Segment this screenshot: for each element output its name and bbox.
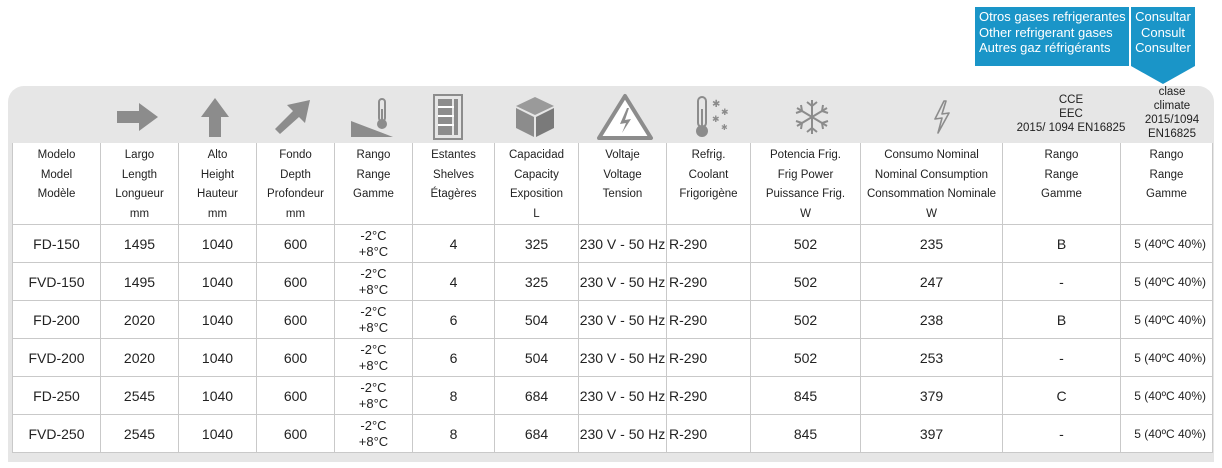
badge-line: Other refrigerant gases: [979, 24, 1113, 40]
cell-energy_class: C: [1003, 377, 1121, 415]
range-value: -2°C: [360, 417, 387, 433]
energy-class-header: [1014, 93, 1128, 135]
range-value: +8°C: [358, 433, 389, 449]
spec-table: [12, 143, 1213, 453]
cell-depth: 600: [257, 415, 335, 453]
range-value: -2°C: [360, 341, 387, 357]
table-row: [13, 377, 1213, 415]
column-header-line: mm: [129, 207, 150, 220]
range-value: +8°C: [358, 319, 389, 335]
column-header-line: Hauteur: [197, 188, 238, 200]
column-header-capacity: [495, 143, 579, 225]
header-line: climate: [1153, 100, 1191, 112]
cell-voltage: 230 V - 50 Hz: [579, 225, 667, 263]
range-value: -2°C: [360, 303, 387, 319]
column-header-line: Consommation Nominale: [866, 188, 997, 200]
cell-length: 2545: [101, 377, 179, 415]
cell-consumption: 238: [861, 301, 1003, 339]
header-line: EN16825: [1148, 128, 1196, 140]
column-header-line: Alto: [207, 149, 228, 161]
cell-length: 2020: [101, 301, 179, 339]
column-header-line: Frig Power: [777, 168, 834, 181]
cell-climate: 5 (40ºC 40%): [1121, 225, 1213, 263]
cell-energy_class: -: [1003, 263, 1121, 301]
column-header-line: Profondeur: [267, 188, 324, 200]
column-header-line: Consumo Nominal: [884, 149, 979, 161]
cell-model: FD-250: [13, 377, 101, 415]
range-value: +8°C: [358, 357, 389, 373]
column-header-line: Height: [200, 168, 235, 181]
column-header-line: Range: [1044, 168, 1079, 181]
svg-text:✱: ✱: [712, 99, 721, 110]
cell-range: [335, 225, 413, 263]
badge-line: Otros gases refrigerantes: [979, 9, 1126, 24]
cell-height: 1040: [179, 339, 257, 377]
column-header-line: Potencia Frig.: [770, 149, 841, 161]
svg-text:✱: ✱: [721, 108, 729, 118]
column-header-coolant: [667, 143, 751, 225]
other-refrigerant-gases-badge: [975, 7, 1129, 66]
cell-voltage: 230 V - 50 Hz: [579, 377, 667, 415]
column-header-line: W: [800, 207, 811, 220]
snowflake-icon: [790, 92, 834, 142]
column-header-line: mm: [207, 207, 228, 220]
column-header-line: Shelves: [433, 168, 474, 181]
cell-range: [335, 377, 413, 415]
cell-height: 1040: [179, 225, 257, 263]
column-header-line: Rango: [1149, 149, 1184, 161]
cell-range: [335, 301, 413, 339]
cell-model: FD-150: [13, 225, 101, 263]
range-value: +8°C: [358, 281, 389, 297]
consult-badge-pointer: [1131, 66, 1195, 84]
cell-height: 1040: [179, 301, 257, 339]
column-header-line: Étagères: [430, 188, 477, 200]
table-row: [13, 225, 1213, 263]
cell-consumption: 235: [861, 225, 1003, 263]
lightning-icon: [922, 92, 962, 142]
cell-depth: 600: [257, 263, 335, 301]
column-header-line: Largo: [124, 149, 155, 161]
column-header-line: mm: [285, 207, 306, 220]
column-header-line: Modelo: [37, 149, 76, 161]
cell-power: 502: [751, 339, 861, 377]
column-header-length: [101, 143, 179, 225]
table-row: [13, 263, 1213, 301]
cell-consumption: 379: [861, 377, 1003, 415]
cell-range: [335, 339, 413, 377]
table-body: [13, 225, 1213, 453]
badge-line: Autres gaz réfrigérants: [979, 40, 1111, 55]
cell-coolant: R-290: [667, 301, 751, 339]
column-header-line: Rango: [1044, 149, 1079, 161]
header-line: clase: [1158, 86, 1186, 98]
cell-shelves: 4: [413, 225, 495, 263]
cell-depth: 600: [257, 301, 335, 339]
range-value: +8°C: [358, 243, 389, 259]
column-header-energy-range: [1003, 143, 1121, 225]
column-header-line: Puissance Frig.: [765, 188, 846, 200]
cell-capacity: 325: [495, 263, 579, 301]
badge-line: Consult: [1140, 24, 1186, 40]
cell-length: 1495: [101, 225, 179, 263]
cell-capacity: 504: [495, 339, 579, 377]
high-voltage-icon: [594, 92, 656, 142]
range-value: -2°C: [360, 379, 387, 395]
column-header-row: [13, 143, 1213, 225]
consult-badge: [1131, 7, 1195, 66]
cell-model: FVD-250: [13, 415, 101, 453]
range-value: -2°C: [360, 227, 387, 243]
column-header-nominal-consumption: [861, 143, 1003, 225]
column-header-line: Range: [356, 168, 391, 181]
cell-shelves: 6: [413, 301, 495, 339]
cell-power: 845: [751, 415, 861, 453]
cell-consumption: 253: [861, 339, 1003, 377]
cell-depth: 600: [257, 339, 335, 377]
cell-coolant: R-290: [667, 225, 751, 263]
column-header-line: Gamme: [1146, 188, 1187, 200]
cell-energy_class: B: [1003, 225, 1121, 263]
thermometer-range-icon: [347, 92, 397, 142]
cell-coolant: R-290: [667, 377, 751, 415]
cube-icon: [510, 92, 560, 142]
column-header-model: [13, 143, 101, 225]
column-header-line: Rango: [356, 149, 391, 161]
arrow-up-icon: [190, 92, 240, 142]
cell-depth: 600: [257, 225, 335, 263]
column-header-line: Tension: [602, 188, 643, 200]
column-header-line: Nominal Consumption: [874, 168, 989, 181]
cell-climate: 5 (40ºC 40%): [1121, 301, 1213, 339]
cell-energy_class: B: [1003, 301, 1121, 339]
cell-coolant: R-290: [667, 339, 751, 377]
column-header-line: Gamme: [1041, 188, 1082, 200]
cell-voltage: 230 V - 50 Hz: [579, 415, 667, 453]
cell-length: 2545: [101, 415, 179, 453]
column-header-line: Capacidad: [509, 149, 564, 161]
column-header-line: Fondo: [279, 149, 312, 161]
cell-power: 502: [751, 225, 861, 263]
column-header-line: Refrig.: [691, 149, 726, 161]
header-line: 2015/ 1094 EN16825: [1016, 122, 1126, 134]
cell-shelves: 8: [413, 377, 495, 415]
column-header-line: Exposition: [509, 188, 564, 200]
column-header-line: L: [533, 207, 540, 220]
cell-capacity: 684: [495, 377, 579, 415]
cell-model: FVD-200: [13, 339, 101, 377]
header-line: EEC: [1059, 108, 1083, 120]
column-header-range: [335, 143, 413, 225]
cell-voltage: 230 V - 50 Hz: [579, 301, 667, 339]
header-line: 2015/1094: [1144, 114, 1200, 126]
column-header-height: [179, 143, 257, 225]
cell-shelves: 6: [413, 339, 495, 377]
cell-consumption: 397: [861, 415, 1003, 453]
column-header-line: Length: [121, 168, 158, 181]
column-header-depth: [257, 143, 335, 225]
table-row: [13, 301, 1213, 339]
range-value: +8°C: [358, 395, 389, 411]
shelves-icon: [426, 92, 470, 142]
cell-range: [335, 263, 413, 301]
climate-class-header: [1134, 85, 1210, 141]
cell-depth: 600: [257, 377, 335, 415]
cell-climate: 5 (40ºC 40%): [1121, 415, 1213, 453]
cell-capacity: 325: [495, 225, 579, 263]
cell-model: FVD-150: [13, 263, 101, 301]
svg-text:✱: ✱: [721, 123, 728, 132]
column-header-line: Frigorigène: [679, 188, 738, 200]
column-header-line: Model: [40, 168, 73, 181]
table-row: [13, 339, 1213, 377]
column-header-line: W: [926, 207, 937, 220]
cell-climate: 5 (40ºC 40%): [1121, 263, 1213, 301]
cell-voltage: 230 V - 50 Hz: [579, 263, 667, 301]
cell-climate: 5 (40ºC 40%): [1121, 339, 1213, 377]
column-header-line: Depth: [280, 168, 311, 181]
column-header-line: Voltage: [603, 168, 642, 181]
column-header-line: Modèle: [37, 188, 76, 200]
column-header-line: Gamme: [353, 188, 394, 200]
column-header-line: Voltaje: [605, 149, 640, 161]
column-header-line: Coolant: [688, 168, 729, 181]
cell-length: 1495: [101, 263, 179, 301]
cell-climate: 5 (40ºC 40%): [1121, 377, 1213, 415]
column-header-shelves: [413, 143, 495, 225]
column-header-climate-range: [1121, 143, 1213, 225]
cell-height: 1040: [179, 263, 257, 301]
column-header-line: Range: [1149, 168, 1184, 181]
table-row: [13, 415, 1213, 453]
cell-capacity: 504: [495, 301, 579, 339]
arrow-diagonal-icon: [268, 92, 318, 142]
column-header-voltage: [579, 143, 667, 225]
cell-voltage: 230 V - 50 Hz: [579, 339, 667, 377]
cell-shelves: 4: [413, 263, 495, 301]
column-header-frig-power: [751, 143, 861, 225]
cell-energy_class: -: [1003, 415, 1121, 453]
cell-height: 1040: [179, 377, 257, 415]
column-header-line: Capacity: [514, 168, 559, 181]
thermometer-snow-icon: [690, 92, 734, 142]
arrow-right-icon: [112, 92, 162, 142]
badge-line: Consulter: [1135, 40, 1191, 55]
cell-power: 502: [751, 263, 861, 301]
cell-coolant: R-290: [667, 263, 751, 301]
cell-coolant: R-290: [667, 415, 751, 453]
cell-power: 845: [751, 377, 861, 415]
cell-capacity: 684: [495, 415, 579, 453]
cell-length: 2020: [101, 339, 179, 377]
cell-consumption: 247: [861, 263, 1003, 301]
header-line: CCE: [1058, 94, 1084, 106]
cell-energy_class: -: [1003, 339, 1121, 377]
cell-power: 502: [751, 301, 861, 339]
cell-height: 1040: [179, 415, 257, 453]
svg-text:✱: ✱: [712, 115, 720, 125]
cell-range: [335, 415, 413, 453]
cell-model: FD-200: [13, 301, 101, 339]
range-value: -2°C: [360, 265, 387, 281]
cell-shelves: 8: [413, 415, 495, 453]
column-header-line: Estantes: [431, 149, 476, 161]
column-header-line: Longueur: [115, 188, 164, 200]
badge-line: Consultar: [1135, 9, 1191, 24]
